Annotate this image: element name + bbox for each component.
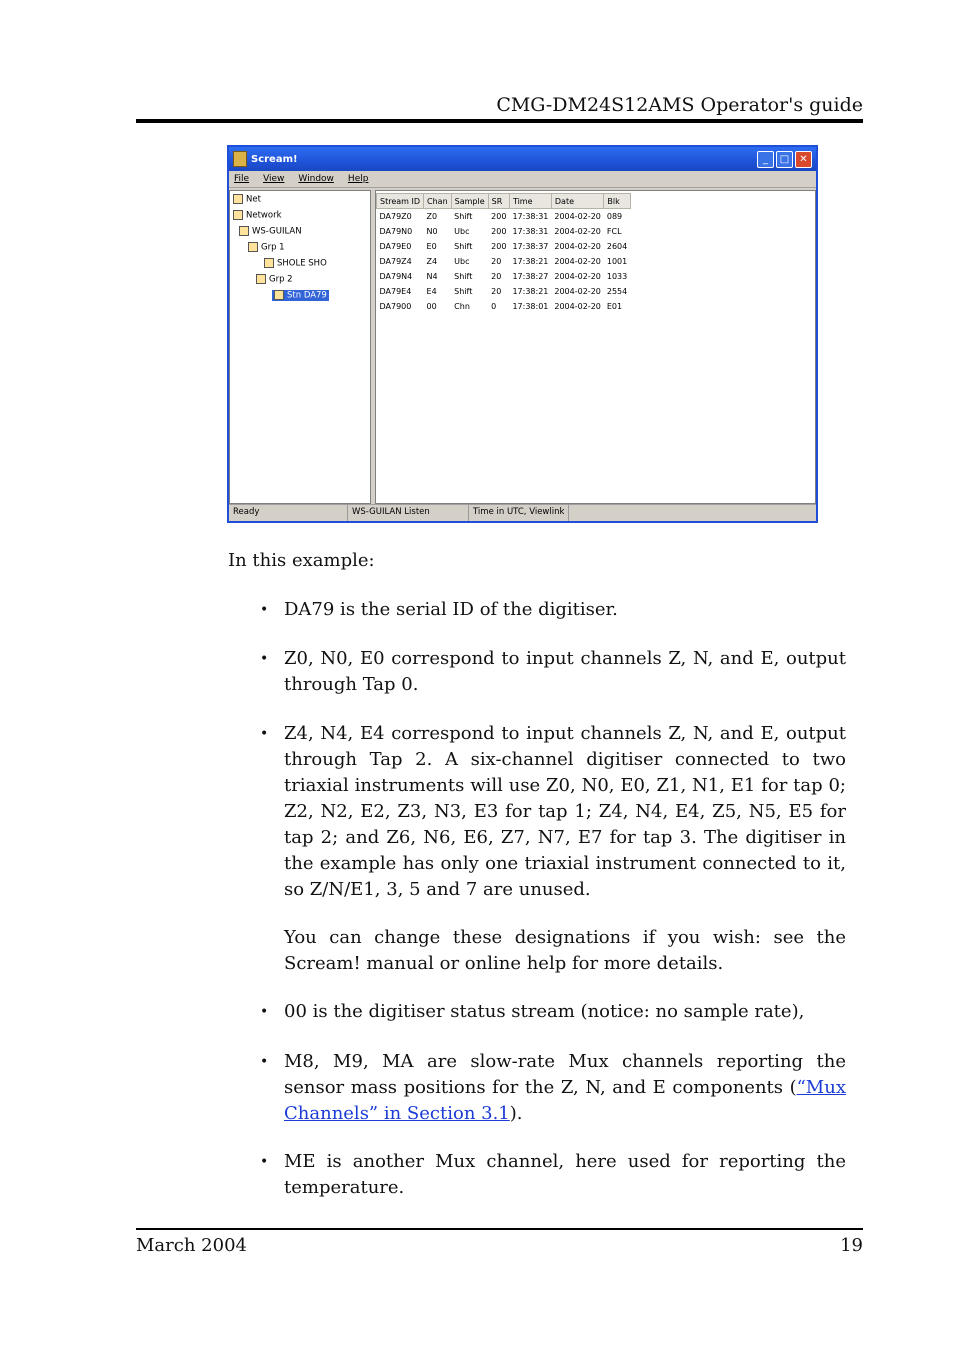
column-header[interactable]: Stream ID [377, 194, 424, 209]
stream-table [376, 193, 631, 314]
column-header[interactable]: SR [488, 194, 509, 209]
table-cell: 200 [491, 212, 507, 221]
table-cell: DA79Z0 [379, 212, 412, 221]
page-number: 19 [840, 1235, 863, 1256]
table-cell: 00 [426, 302, 437, 311]
table-row[interactable] [377, 209, 631, 225]
table-cell: E01 [606, 302, 623, 311]
table-cell: DA79N4 [379, 272, 413, 281]
tree-label: WS-GUILAN [252, 226, 302, 237]
intro-text: In this example: [228, 550, 375, 571]
server-icon [239, 226, 249, 236]
table-row[interactable] [377, 299, 631, 314]
folder-icon [233, 194, 243, 204]
table-header-row [377, 194, 631, 209]
minimize-button[interactable]: _ [757, 151, 774, 168]
window-titlebar [229, 147, 816, 171]
menu-file[interactable]: File [234, 174, 250, 184]
table-cell: 0 [491, 302, 497, 311]
table-cell: 2004-02-20 [554, 212, 601, 221]
table-cell: 089 [606, 212, 623, 221]
station-tree [229, 190, 371, 504]
table-cell: 20 [491, 287, 502, 296]
station-icon [264, 258, 274, 268]
table-cell: 1001 [606, 257, 628, 266]
table-cell: 17:38:31 [512, 212, 549, 221]
table-cell: 17:38:27 [512, 272, 549, 281]
table-cell: 17:38:21 [512, 287, 549, 296]
table-row[interactable] [377, 224, 631, 239]
table-cell: N0 [426, 227, 438, 236]
table-row[interactable] [377, 254, 631, 269]
column-header[interactable]: Chan [424, 194, 452, 209]
window-panes [229, 190, 816, 504]
table-cell: 17:38:37 [512, 242, 549, 251]
table-cell: DA79Z4 [379, 257, 412, 266]
close-button[interactable]: ✕ [795, 151, 812, 168]
bullet-marker: • [260, 651, 269, 667]
menu-window[interactable]: Window [298, 174, 334, 184]
table-cell: Shift [454, 287, 473, 296]
group-icon [248, 242, 258, 252]
table-row[interactable] [377, 269, 631, 284]
stream-list [375, 190, 816, 504]
table-cell: Chn [454, 302, 470, 311]
tree-node[interactable] [233, 210, 282, 221]
bullet-temperature: ME is another Mux channel, here used for reporting the temperature. [284, 1151, 846, 1198]
tree-node-selected[interactable] [272, 290, 329, 301]
table-cell: N4 [426, 272, 438, 281]
table-cell: 17:38:21 [512, 257, 549, 266]
footer-rule [136, 1228, 863, 1230]
tree-label: Stn DA79 [287, 290, 327, 301]
table-cell: Shift [454, 212, 473, 221]
table-cell: 2004-02-20 [554, 272, 601, 281]
bullet-marker: • [260, 1054, 269, 1070]
table-row[interactable] [377, 239, 631, 254]
window-title: Scream! [251, 153, 298, 165]
tree-node[interactable] [239, 226, 302, 237]
table-cell: 17:38:31 [512, 227, 549, 236]
table-cell: FCL [606, 227, 622, 236]
station-icon [274, 290, 284, 300]
bullet-marker: • [260, 1004, 269, 1020]
table-cell: 2004-02-20 [554, 287, 601, 296]
menu-help[interactable]: Help [347, 174, 369, 184]
table-cell: 200 [491, 227, 507, 236]
table-cell: 2604 [606, 242, 628, 251]
table-cell: DA7900 [379, 302, 412, 311]
status-cell: WS-GUILAN Listen [348, 505, 469, 521]
table-cell: DA79N0 [379, 227, 413, 236]
table-cell: 2004-02-20 [554, 302, 601, 311]
app-icon [233, 151, 247, 167]
bullet-marker: • [260, 726, 269, 742]
tree-label: Grp 2 [269, 274, 293, 285]
bullet-tap0: Z0, N0, E0 correspond to input channels Z, N, and E, output through Tap 0. [284, 648, 846, 695]
table-cell: Shift [454, 272, 473, 281]
bullet-serial-id: DA79 is the serial ID of the digitiser. [284, 599, 618, 620]
mux-channels-link[interactable]: “Mux Channels” in Section 3.1 [284, 1077, 846, 1124]
window-statusbar [229, 504, 816, 521]
table-cell: 1033 [606, 272, 628, 281]
table-cell: DA79E0 [379, 242, 412, 251]
table-cell: Shift [454, 242, 473, 251]
table-cell: 200 [491, 242, 507, 251]
column-header[interactable]: Blk [604, 194, 630, 209]
column-header[interactable]: Date [551, 194, 604, 209]
designations-note: You can change these designations if you wish: see the Scream! manual or online help for more details. [284, 927, 846, 974]
status-cell: Ready [229, 505, 348, 521]
tree-node[interactable] [248, 242, 285, 253]
tree-label: Net [246, 194, 261, 205]
table-cell: Ubc [454, 257, 470, 266]
table-cell: 2004-02-20 [554, 242, 601, 251]
tree-node[interactable] [233, 194, 261, 205]
maximize-button[interactable]: □ [776, 151, 793, 168]
table-cell: E0 [426, 242, 437, 251]
bullet-marker: • [260, 602, 269, 618]
table-row[interactable] [377, 284, 631, 299]
tree-label: Grp 1 [261, 242, 285, 253]
tree-node[interactable] [264, 258, 327, 269]
bullet-marker: • [260, 1154, 269, 1170]
mux-text-pre: M8, M9, MA are slow-rate Mux channels reporting the sensor mass positions for the Z, N, and E components ( [284, 1051, 846, 1098]
table-cell: 2004-02-20 [554, 257, 601, 266]
header-title: CMG-DM24S12AMS Operator's guide [496, 94, 863, 116]
group-icon [256, 274, 266, 284]
column-header[interactable]: Sample [451, 194, 488, 209]
table-cell: 2554 [606, 287, 628, 296]
table-cell: E4 [426, 287, 437, 296]
table-cell: Z0 [426, 212, 438, 221]
tree-label: SHOLE SHO [277, 258, 327, 269]
tree-node[interactable] [256, 274, 293, 285]
bullet-tap2: Z4, N4, E4 correspond to input channels Z, N, and E, output through Tap 2. A six-channel digitiser connected to two triaxial instruments will use Z0, N0, E0, Z1, N1, E1 for tap 0; Z2, N2, E2, Z3, N3, E3 for tap 1; Z4, N4, E4, Z5, N5, E5 for tap 2; and Z6, N6, E6, Z7, N7, E7 for tap 3. The digitiser in the example has only one triaxial instrument connected to it, so Z/N/E1, 3, 5 and 7 are unused. [284, 723, 846, 900]
table-cell: Ubc [454, 227, 470, 236]
network-icon [233, 210, 243, 220]
table-cell: 2004-02-20 [554, 227, 601, 236]
header-rule [136, 119, 863, 123]
table-cell: 17:38:01 [512, 302, 549, 311]
scream-window-screenshot [227, 145, 818, 523]
table-cell: DA79E4 [379, 287, 412, 296]
table-cell: 20 [491, 272, 502, 281]
column-header[interactable]: Time [509, 194, 551, 209]
menubar [229, 171, 816, 188]
table-cell: 20 [491, 257, 502, 266]
bullet-mux-channels [284, 1049, 846, 1127]
bullet-status-stream: 00 is the digitiser status stream (notice: no sample rate), [284, 1001, 805, 1022]
menu-view[interactable]: View [263, 174, 285, 184]
status-cell: Time in UTC, Viewlink [469, 505, 569, 521]
tree-label: Network [246, 210, 282, 221]
mux-text-post: ). [509, 1103, 523, 1124]
footer-date: March 2004 [136, 1235, 247, 1256]
table-cell: Z4 [426, 257, 438, 266]
